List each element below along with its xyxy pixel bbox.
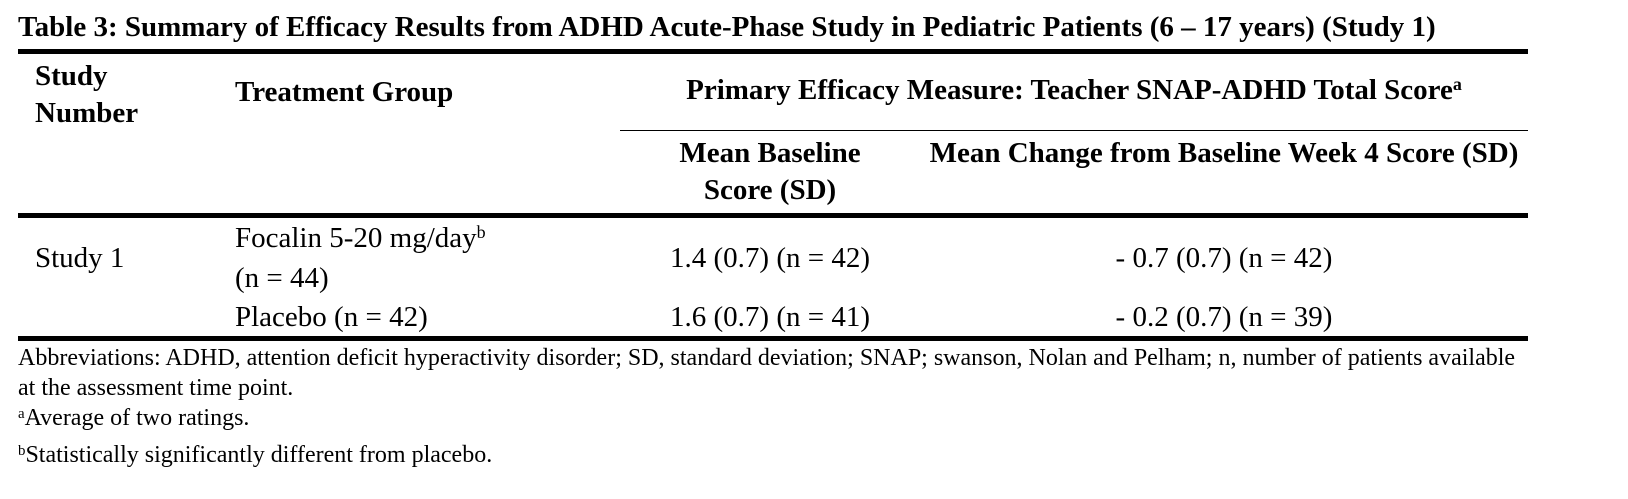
document-page bbox=[18, 10, 1528, 473]
footnote-b bbox=[18, 440, 1528, 473]
treatment-group-n: (n = 44) bbox=[235, 261, 329, 294]
cell-treatment-group bbox=[235, 298, 620, 339]
cell-study bbox=[18, 298, 235, 339]
table-title: Table 3: Summary of Efficacy Results from ADHD Acute-Phase Study in Pediatric Patients (6 – 17 years) (Study 1) bbox=[18, 11, 1436, 43]
footnote-mark-b: b bbox=[476, 221, 486, 242]
footnote-a-text: Average of two ratings. bbox=[24, 405, 250, 431]
header-mean-baseline-label: Mean Baseline Score (SD) bbox=[679, 137, 861, 206]
header-primary-measure-label: Primary Efficacy Measure: Teacher SNAP-ADHD Total Score bbox=[686, 74, 1453, 106]
cell-study: Study 1 bbox=[35, 241, 125, 274]
treatment-group-name: Focalin 5-20 mg/day bbox=[235, 221, 477, 254]
cell-mean-baseline: 1.4 (0.7) (n = 42) bbox=[670, 241, 870, 274]
treatment-group-name: Placebo (n = 42) bbox=[235, 300, 428, 333]
footnote-a bbox=[18, 403, 1528, 436]
cell-mean-change: - 0.2 (0.7) (n = 39) bbox=[1115, 300, 1333, 333]
header-mean-baseline bbox=[620, 131, 920, 216]
cell-mean-baseline: 1.6 (0.7) (n = 41) bbox=[670, 300, 870, 333]
header-treatment-group-label: Treatment Group bbox=[235, 76, 454, 108]
footnote-b-text: Statistically significantly different from placebo. bbox=[25, 442, 493, 468]
header-primary-measure bbox=[620, 52, 1528, 131]
header-mean-change bbox=[920, 131, 1528, 216]
efficacy-table bbox=[18, 49, 1528, 341]
footnote-mark-a: a bbox=[1452, 74, 1462, 95]
header-mean-change-label: Mean Change from Baseline Week 4 Score (SD) bbox=[929, 137, 1519, 169]
abbreviations-note: Abbreviations: ADHD, attention deficit hyperactivity disorder; SD, standard deviation; SNAP; swanson, Nolan and Pelham; n, number of patients available at the assessment time point. bbox=[18, 345, 1516, 401]
table-header-row bbox=[18, 52, 1528, 131]
table-footnotes bbox=[18, 343, 1528, 473]
footnote-b-mark: b bbox=[18, 442, 26, 459]
footnote-a-mark: a bbox=[18, 405, 25, 422]
table-row bbox=[18, 216, 1528, 299]
header-study-number bbox=[18, 52, 235, 216]
cell-mean-change: - 0.7 (0.7) (n = 42) bbox=[1115, 241, 1333, 274]
header-treatment-group bbox=[235, 52, 620, 216]
header-study-number-label: Study Number bbox=[35, 60, 139, 129]
cell-treatment-group bbox=[235, 216, 620, 299]
table-row bbox=[18, 298, 1528, 339]
